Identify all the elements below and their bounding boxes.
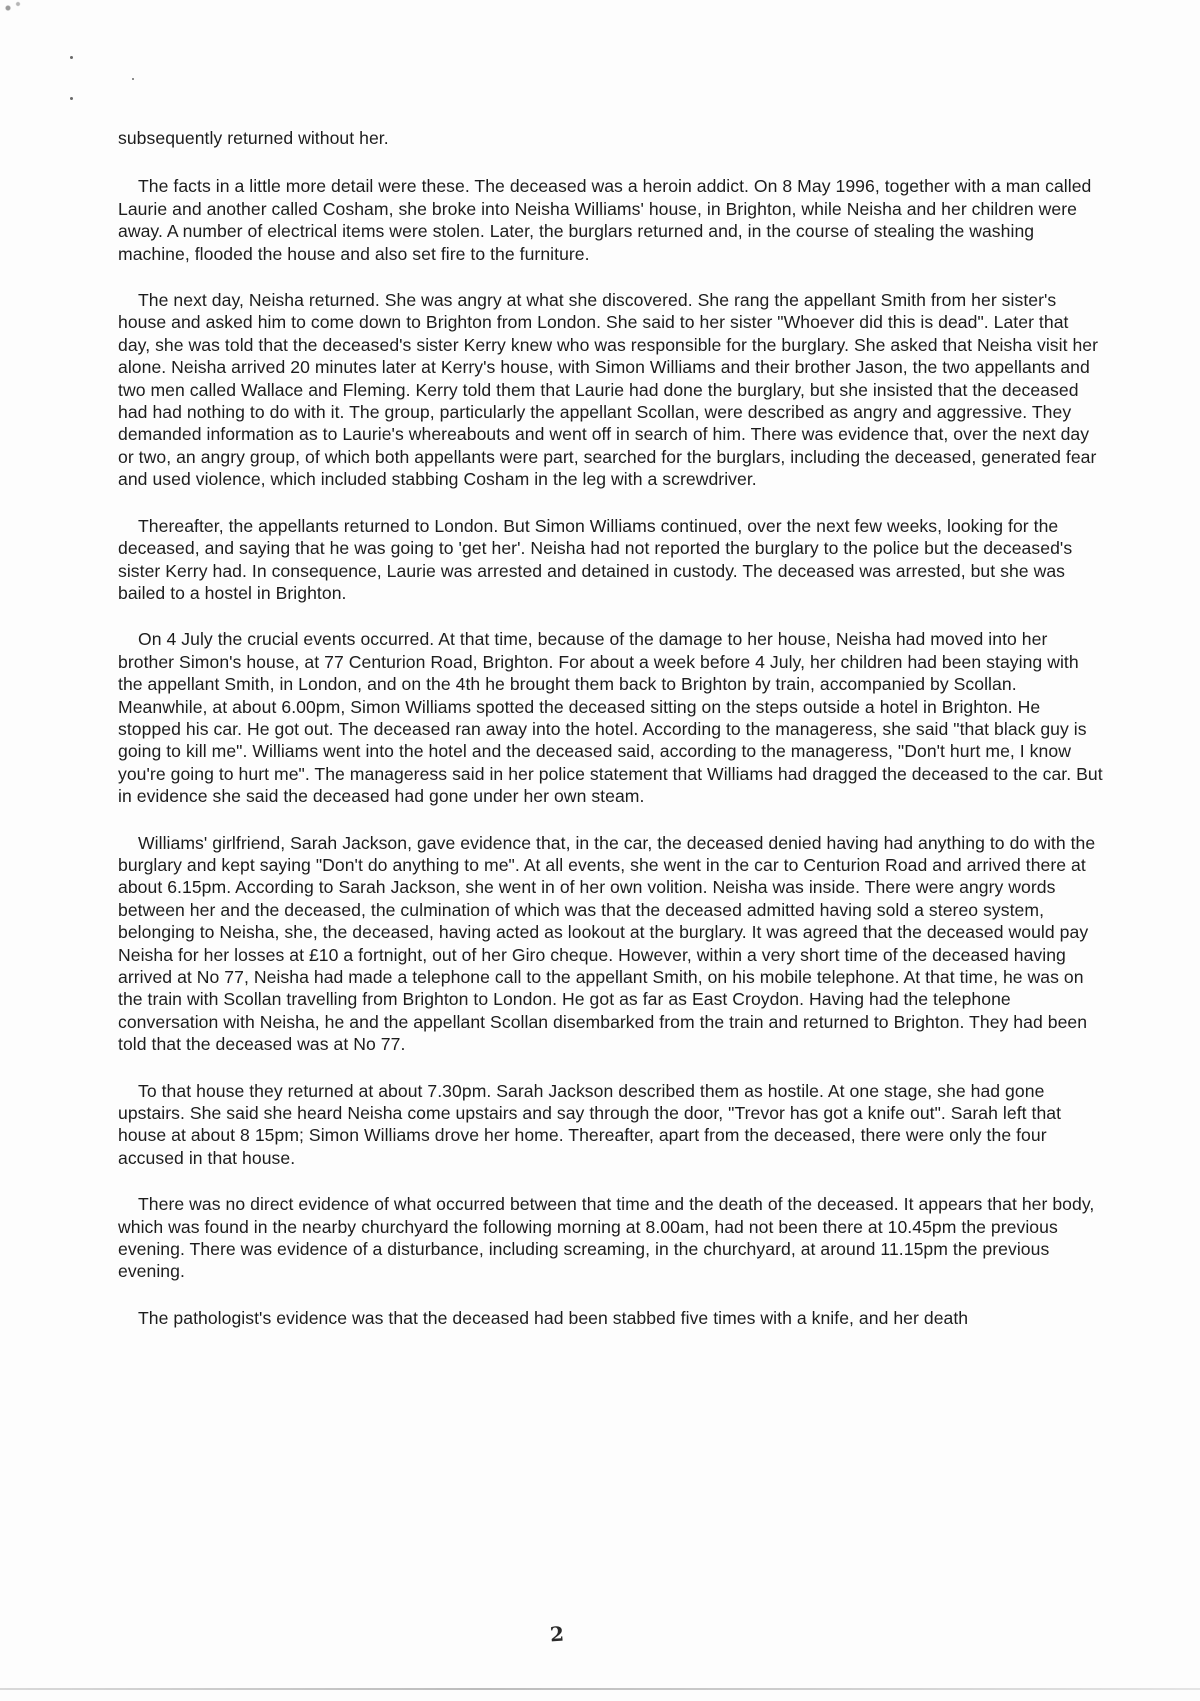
- paragraph-8: There was no direct evidence of what occurred between that time and the death of the deceased. It appears that her body, which was found in the nearby churchyard the following morning at 8.00am, had not been there at 10.45pm the previous evening. There was evidence of a disturbance, including screaming, in the churchyard, at around 11.15pm the previous evening.: [118, 1194, 1095, 1282]
- paragraph-7: To that house they returned at about 7.30pm. Sarah Jackson described them as hostile. At one stage, she had gone upstairs. She said she heard Neisha come upstairs and say through the door, "Trevor has got a knife out". Sarah left that house at about 8 15pm; Simon Williams drove her home. Thereafter, apart from the deceased, there were only the four accused in that house.: [118, 1080, 1062, 1168]
- paragraph-5: On 4 July the crucial events occurred. At that time, because of the damage to her house, Neisha had moved into her brother Simon's house, at 77 Centurion Road, Brighton. For about a week before 4 July, her children had been staying with the appellant Smith, in London, and on the 4th he brought them back to Brighton by train, accompanied by Scollan. Meanwhile, at about 6.00pm, Simon Williams spotted the deceased sitting on the steps outside a hotel in Brighton. He stopped his car. He got out. The deceased ran away into the hotel. According to the manageress, she said "that black guy is going to kill me". Williams went into the hotel and the deceased said, according to the manageress, "Don't hurt me, I know you're going to hurt me". The manageress said in her police statement that Williams had dragged the deceased to the car. But in evidence she said the deceased had gone under her own steam.: [118, 629, 1103, 807]
- paragraph-3: The next day, Neisha returned. She was angry at what she discovered. She rang the appellant Smith from her sister's house and asked him to come down to Brighton from London. She said to her sister "Whoever did this is dead". Later that day, she was told that the deceased's sister Kerry knew who was responsible for the burglary. She asked that Neisha visit her alone. Neisha arrived 20 minutes later at Kerry's house, with Simon Williams and their brother Jason, the two appellants and two men called Wallace and Fleming. Kerry told them that Laurie had done the burglary, but she insisted that the deceased had had nothing to do with it. The group, particularly the appellant Scollan, were described as angry and aggressive. They demanded information as to Laurie's whereabouts and went off in search of him. There was evidence that, over the next day or two, an angry group, of which both appellants were part, searched for the burglars, including the deceased, generated fear and used violence, which included stabbing Cosham in the leg with a screwdriver.: [118, 290, 1099, 490]
- paragraph-1: subsequently returned without her.: [118, 128, 389, 148]
- page-number: 2: [549, 1621, 565, 1647]
- paragraph-4: Thereafter, the appellants returned to London. But Simon Williams continued, over the next few weeks, looking for the deceased, and saying that he was going to 'get her'. Neisha had not reported the burglary to the police but the deceased's sister Kerry had. In consequence, Laurie was arrested and detained in custody. The deceased was arrested, but she was bailed to a hostel in Brighton.: [118, 515, 1073, 603]
- paragraph-6: Williams' girlfriend, Sarah Jackson, gave evidence that, in the car, the deceased denied having had anything to do with the burglary and kept saying "Don't do anything to me". At all events, she went in the car to Centurion Road and arrived there at about 6.15pm. According to Sarah Jackson, she went in of her own volition. Neisha was inside. There were angry words between her and the deceased, the culmination of which was that the deceased admitted having sold a stereo system, belonging to Neisha, she, the deceased, having acted as lookout at the burglary. It was agreed that the deceased would pay Neisha for her losses at £10 a fortnight, out of her Giro cheque. However, within a very short time of the deceased having arrived at No 77, Neisha had made a telephone call to the appellant Smith, on his mobile telephone. At that time, he was on the train with Scollan travelling from Brighton to London. He got as far as East Croydon. Having had the telephone conversation with Neisha, he and the appellant Scollan disembarked from the train and returned to Brighton. They had been told that the deceased was at No 77.: [118, 832, 1096, 1055]
- scan-bottom-edge: [0, 1688, 1200, 1690]
- paragraph-9: The pathologist's evidence was that the deceased had been stabbed five times with a knife, and her death: [138, 1307, 969, 1328]
- paragraph-2: The facts in a little more detail were these. The deceased was a heroin addict. On 8 May 1996, together with a man called Laurie and another called Cosham, she broke into Neisha Williams' house, in Brighton, while Neisha and her children were away. A number of electrical items were stolen. Later, the burglars returned and, in the course of stealing the washing machine, flooded the house and also set fire to the furniture.: [118, 176, 1092, 264]
- scan-corner-mark: [0, 0, 26, 20]
- body-text: [118, 127, 1103, 1329]
